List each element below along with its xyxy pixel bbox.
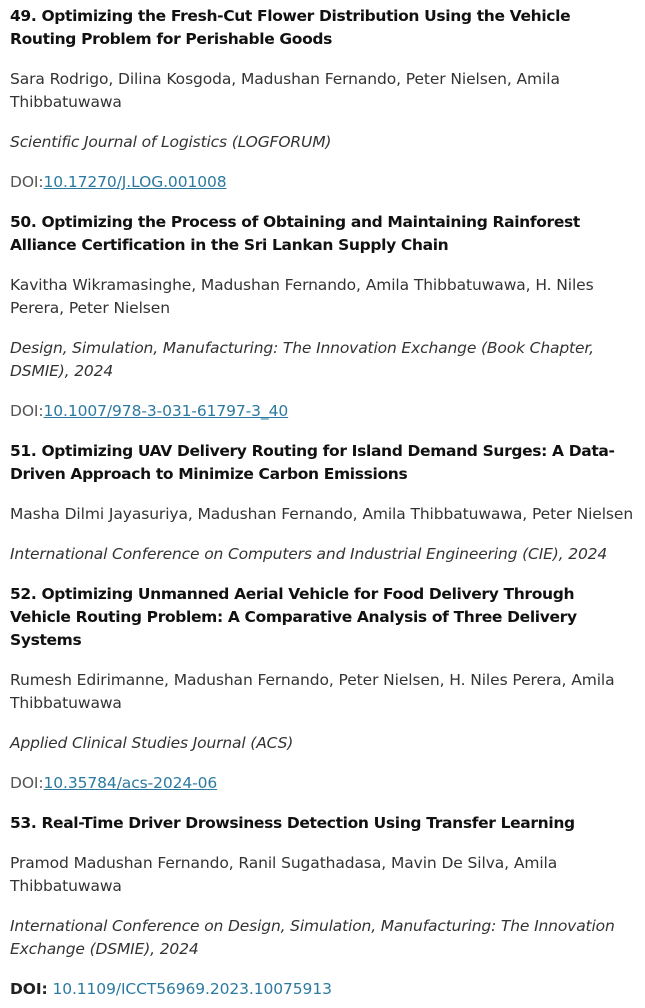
publication-doi — [10, 171, 635, 194]
publication-title: 51. Optimizing UAV Delivery Routing for Island Demand Surges: A Data-Driven Approach to Minimize Carbon Emissions — [10, 442, 615, 483]
publication-title: 50. Optimizing the Process of Obtaining and Maintaining Rainforest Alliance Certification in the Sri Lankan Supply Chain — [10, 213, 580, 254]
doi-link[interactable]: 10.35784/acs-2024-06 — [43, 774, 218, 792]
doi-label: DOI: — [10, 774, 44, 792]
publication-title: 49. Optimizing the Fresh-Cut Flower Distribution Using the Vehicle Routing Problem for Perishable Goods — [10, 7, 571, 48]
doi-link[interactable]: 10.17270/J.LOG.001008 — [43, 173, 227, 191]
publication-doi — [10, 978, 635, 1001]
doi-label: DOI: — [10, 173, 44, 191]
publication-item — [10, 211, 635, 423]
publication-item — [10, 812, 635, 1001]
publication-authors: Kavitha Wikramasinghe, Madushan Fernando, Amila Thibbatuwawa, H. Niles Perera, Peter Nielsen — [10, 276, 594, 317]
publication-title: 53. Real-Time Driver Drowsiness Detection Using Transfer Learning — [10, 814, 575, 832]
publication-item — [10, 583, 635, 795]
publication-authors: Pramod Madushan Fernando, Ranil Sugathadasa, Mavin De Silva, Amila Thibbatuwawa — [10, 854, 558, 895]
publication-item — [10, 5, 635, 194]
publication-authors: Sara Rodrigo, Dilina Kosgoda, Madushan Fernando, Peter Nielsen, Amila Thibbatuwawa — [10, 70, 560, 111]
publication-venue: International Conference on Design, Simulation, Manufacturing: The Innovation Exchange (DSMIE), 2024 — [10, 917, 615, 958]
publication-authors: Rumesh Edirimanne, Madushan Fernando, Peter Nielsen, H. Niles Perera, Amila Thibbatuwawa — [10, 671, 615, 712]
publication-venue: Scientific Journal of Logistics (LOGFORUM) — [10, 133, 332, 151]
publication-venue: International Conference on Computers and Industrial Engineering (CIE), 2024 — [10, 545, 608, 563]
doi-link[interactable]: 10.1007/978-3-031-61797-3_40 — [43, 402, 289, 420]
doi-link[interactable]: 10.1109/ICCT56969.2023.10075913 — [52, 980, 332, 998]
publication-doi — [10, 400, 635, 423]
doi-label: DOI: — [10, 402, 44, 420]
publication-doi — [10, 772, 635, 795]
doi-label: DOI: — [10, 980, 48, 998]
publication-item — [10, 440, 635, 566]
publication-title: 52. Optimizing Unmanned Aerial Vehicle for Food Delivery Through Vehicle Routing Problem: A Comparative Analysis of Three Delivery Systems — [10, 585, 577, 649]
publication-authors: Masha Dilmi Jayasuriya, Madushan Fernando, Amila Thibbatuwawa, Peter Nielsen — [10, 505, 634, 523]
publication-venue: Applied Clinical Studies Journal (ACS) — [10, 734, 294, 752]
publication-venue: Design, Simulation, Manufacturing: The Innovation Exchange (Book Chapter, DSMIE), 2024 — [10, 339, 594, 380]
